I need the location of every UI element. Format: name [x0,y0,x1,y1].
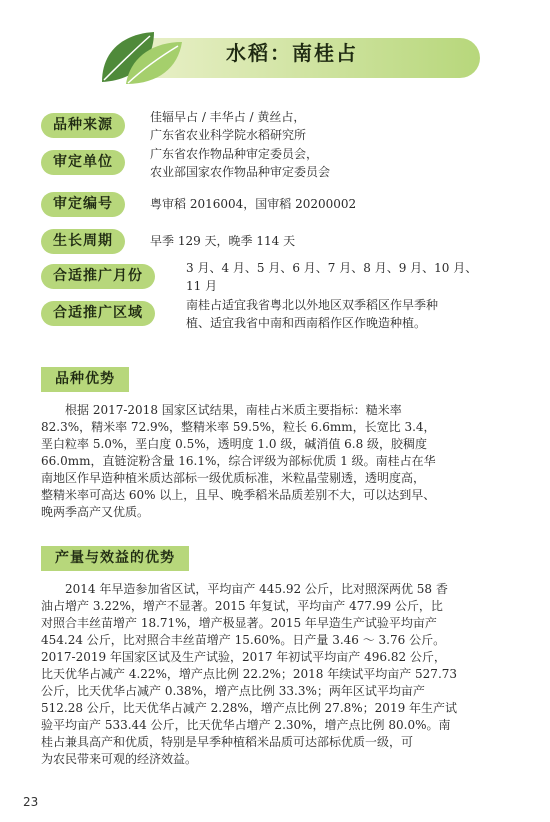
info-value-line: 广东省农作物品种审定委员会， [150,147,319,161]
paragraph-line: 对照合丰丝苗增产 18.71%，增产极显著。2015 年早造生产试验平均亩产 [41,616,437,630]
page-title: 水稻：南桂占 [226,41,358,65]
info-value-line: 11 月 [186,279,218,293]
info-label: 生长周期 [41,229,125,254]
paragraph-line: 82.3%，精米率 72.9%，整精米率 59.5%，粒长 6.6mm，长宽比 3.4， [41,420,436,434]
paragraph-line: 比天优华占减产 4.22%，增产点比例 22.2%；2018 年续试平均亩产 527.73 [41,667,458,681]
paragraph-line: 油占增产 3.22%，增产不显著。2015 年复试，平均亩产 477.99 公斤，比 [41,599,443,613]
section-title: 品种优势 [41,367,129,392]
paragraph-line: 验平均亩产 533.44 公斤，比天优华占增产 2.30%，增产点比例 80.0%。南 [41,718,451,732]
info-label: 合适推广月份 [41,264,155,289]
paragraph-line: 根据 2017-2018 国家区试结果，南桂占米质主要指标：糙米率 [41,403,402,417]
info-value-line: 3 月、4 月、5 月、6 月、7 月、8 月、9 月、10 月、 [186,261,478,275]
section-title: 产量与效益的优势 [41,546,189,571]
paragraph-line: 66.0mm，直链淀粉含量 16.1%，综合评级为部标优质 1 级。南桂占在华 [41,454,436,468]
paragraph-line: 垩白粒率 5.0%，垩白度 0.5%，透明度 1.0 级，碱消值 6.8 级，胶稠度 [41,437,428,451]
paragraph-line: 整精米率可高达 60% 以上，且早、晚季稻米品质差别不大，可以达到早、 [41,488,436,502]
section-paragraph [41,402,519,521]
info-value-line: 农业部国家农作物品种审定委员会 [150,165,331,179]
info-label: 品种来源 [41,113,125,138]
info-value-line: 粤审稻 2016004，国审稻 20200002 [150,197,357,211]
section-paragraph [41,581,519,768]
paragraph-line: 桂占兼具高产和优质，特别是早季种植稻米品质可达部标优质一级，可 [41,735,414,749]
paragraph-line: 为农民带来可观的经济效益。 [41,752,198,766]
paragraph-line: 公斤，比天优华占减产 0.38%，增产点比例 33.3%；两年区试平均亩产 [41,684,425,698]
paragraph-line: 2017-2019 年国家区试及生产试验，2017 年初试平均亩产 496.82 公斤， [41,650,446,664]
info-value-line: 佳辐早占 / 丰华占 / 黄丝占， [150,110,306,124]
info-label: 审定单位 [41,150,125,175]
info-label: 审定编号 [41,192,125,217]
paragraph-line: 454.24 公斤，比对照合丰丝苗增产 15.60%。日产量 3.46 ～ 3.76 公斤。 [41,633,446,647]
paragraph-line: 2014 年早造参加省区试，平均亩产 445.92 公斤，比对照深两优 58 香 [41,582,448,596]
title-banner [96,30,492,86]
paragraph-line: 晚两季高产又优质。 [41,505,150,519]
paragraph-line: 512.28 公斤，比天优华占减产 2.28%，增产点比例 27.8%；2019 年生产试 [41,701,458,715]
info-value-line: 植、适宜我省中南和西南稻作区作晚造种植。 [186,316,427,330]
info-value-line: 广东省农业科学院水稻研究所 [150,128,307,142]
info-label: 合适推广区域 [41,301,155,326]
paragraph-line: 南地区作早造种植米质达部标一级优质标准，米粒晶莹剔透，透明度高， [41,471,426,485]
leaf-icon [96,30,188,86]
page-number: 23 [23,795,39,809]
info-value-line: 早季 129 天，晚季 114 天 [150,234,296,248]
info-value-line: 南桂占适宜我省粤北以外地区双季稻区作早季种 [186,298,439,312]
